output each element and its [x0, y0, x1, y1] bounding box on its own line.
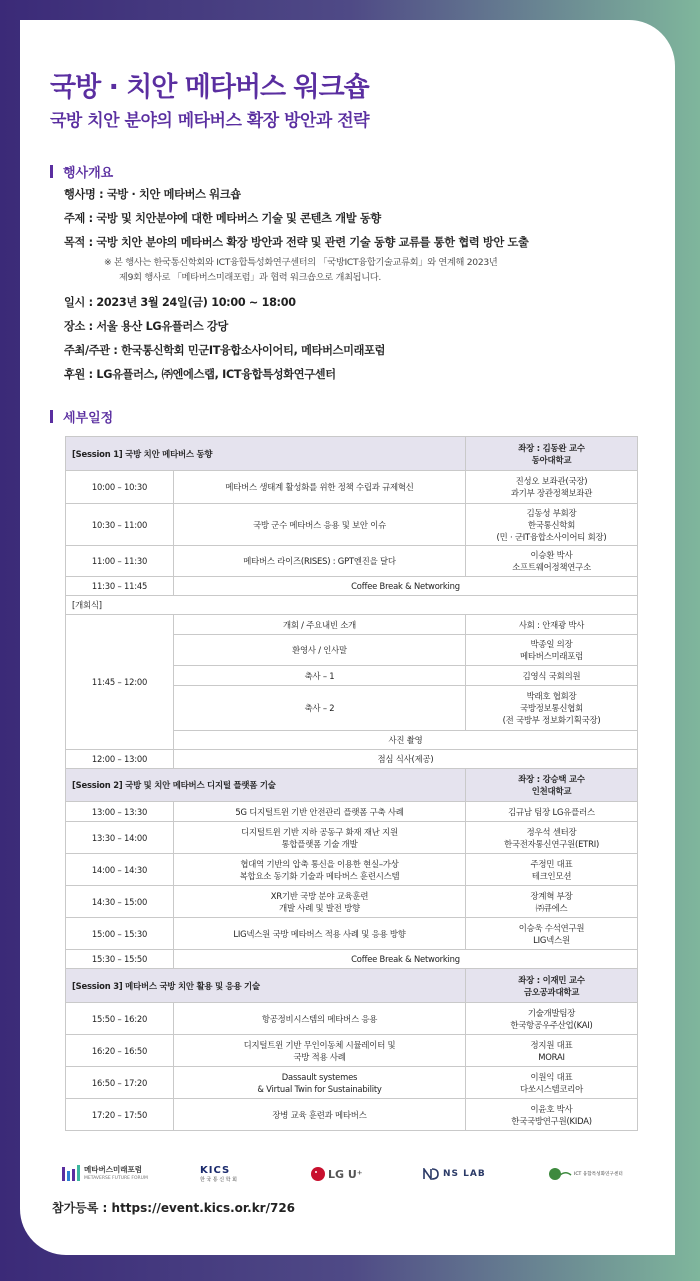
topic-line: 통합플랫폼 기술 개발	[281, 838, 358, 849]
speaker-cell	[466, 1067, 638, 1099]
event-date: 일시 : 2023년 3월 24일(금) 10:00 ~ 18:00	[64, 296, 296, 309]
overview-heading	[50, 162, 113, 181]
topic-cell: 메타버스 라이즈(RISES) : GPT엔진을 달다	[174, 546, 466, 577]
table-row	[66, 802, 638, 822]
session-2-row	[66, 769, 638, 802]
speaker-name: 주정민 대표	[530, 858, 573, 869]
ict-center-logo	[548, 1160, 623, 1188]
registration-link[interactable]: 참가등록 : https://event.kics.or.kr/726	[52, 1201, 296, 1215]
topic-line: 협대역 기반의 압축 통신을 이용한 현실–가상	[240, 858, 399, 869]
time-cell: 16:50 – 17:20	[66, 1067, 174, 1099]
schedule-table	[65, 436, 638, 1131]
ict-logo-text: ICT 융합특성화연구센터	[574, 1172, 623, 1177]
topic-cell: 축사 – 1	[174, 666, 466, 686]
speaker-affil: 과기부 장관정책보좌관	[510, 488, 593, 498]
nslab-mark-icon	[423, 1168, 439, 1180]
topic-cell: 축사 – 2	[174, 686, 466, 731]
session-1-row	[66, 437, 638, 471]
speaker-affil: 한국항공우주산업(KAI)	[510, 1019, 593, 1030]
event-note-1: ※ 본 행사는 한국통신학회와 ICT융합특성화연구센터의 「국방ICT융합기술교류회」와 연계해 2023년	[104, 257, 498, 268]
time-cell: 14:30 – 15:00	[66, 886, 174, 918]
event-purpose: 목적 : 국방 치안 분야의 메타버스 확장 방안과 전략 및 관련 기술 동향 교류를 통한 협력 방안 도출	[64, 236, 529, 249]
poster-card	[20, 20, 675, 1255]
topic-cell: 5G 디지털트윈 기반 안전관리 플랫폼 구축 사례	[174, 802, 466, 822]
speaker-cell	[466, 854, 638, 886]
time-cell: 10:30 – 11:00	[66, 504, 174, 546]
speaker-name: 김동성 부회장	[526, 507, 577, 518]
opening-label: [개회식]	[66, 596, 638, 615]
event-note-2: 제9회 행사로 「메타버스미래포럼」과 협력 워크숍으로 개최됩니다.	[119, 272, 381, 283]
topic-line: XR기반 국방 분야 교육훈련	[270, 890, 369, 901]
lg-logo-text: LG U⁺	[328, 1167, 363, 1181]
time-cell: 14:00 – 14:30	[66, 854, 174, 886]
speaker-name: 진성오 보좌관(국장)	[515, 476, 588, 486]
time-cell: 15:00 – 15:30	[66, 918, 174, 950]
table-row	[66, 1035, 638, 1067]
forum-mark-icon	[62, 1164, 80, 1184]
time-cell: 12:00 – 13:00	[66, 750, 174, 769]
speaker-cell	[466, 471, 638, 504]
topic-cell	[174, 1067, 466, 1099]
page-subtitle: 국방 치안 분야의 메타버스 확장 방안과 전략	[50, 111, 370, 131]
topic-line: 복합요소 동기화 기술과 메타버스 훈련시스템	[239, 870, 400, 881]
speaker-affil: 테크인모션	[531, 870, 572, 881]
table-row	[66, 918, 638, 950]
forum-logo-text: 메타버스미래포럼	[84, 1165, 142, 1174]
ict-leaf-icon	[548, 1167, 572, 1181]
session-title: [Session 2] 국방 및 치안 메타버스 디지털 플랫폼 기술	[66, 769, 466, 802]
chair-affil: 동아대학교	[531, 454, 572, 465]
schedule-heading-text: 세부일정	[63, 411, 114, 426]
time-cell: 11:45 – 12:00	[66, 615, 174, 750]
speaker-cell: 김영식 국회의원	[466, 666, 638, 686]
chair-affil: 인천대학교	[531, 786, 572, 796]
chair-name: 좌장 : 이재민 교수	[518, 974, 585, 985]
speaker-affil: 메타버스미래포럼	[519, 651, 584, 661]
time-cell: 13:30 – 14:00	[66, 822, 174, 854]
break-cell: Coffee Break & Networking	[174, 950, 638, 969]
lg-uplus-logo	[311, 1160, 363, 1188]
table-row	[66, 1067, 638, 1099]
session-title: [Session 1] 국방 치안 메타버스 동향	[66, 437, 466, 471]
topic-line: 디지털트윈 기반 무인이동체 시뮬레이터 및	[243, 1039, 396, 1050]
speaker-affil: LIG넥스원	[533, 934, 570, 945]
time-cell: 15:50 – 16:20	[66, 1003, 174, 1035]
time-cell: 10:00 – 10:30	[66, 471, 174, 504]
event-host: 주최/주관 : 한국통신학회 민군IT융합소사이어티, 메타버스미래포럼	[64, 344, 386, 357]
speaker-affil: (전 국방부 정보화기획국장)	[502, 715, 601, 725]
speaker-cell	[466, 635, 638, 666]
topic-cell	[174, 822, 466, 854]
speaker-name: 박래호 협회장	[526, 691, 577, 701]
topic-line: 디지털트윈 기반 지하 공동구 화재 재난 지원	[241, 826, 398, 837]
topic-line: & Virtual Twin for Sustainability	[257, 1083, 382, 1094]
topic-cell	[174, 886, 466, 918]
section-bar	[50, 410, 53, 423]
kics-logo-sub: 한 국 통 신 학 회	[200, 1176, 237, 1183]
speaker-cell	[466, 822, 638, 854]
table-row	[66, 854, 638, 886]
session-title: [Session 3] 메타버스 국방 치안 활용 및 응용 기술	[66, 969, 466, 1003]
speaker-cell	[466, 546, 638, 577]
table-row	[66, 615, 638, 635]
speaker-name: 박종일 의장	[530, 639, 573, 649]
overview-block	[64, 183, 529, 387]
topic-cell: LIG넥스원 국방 메타버스 적용 사례 및 응용 방향	[174, 918, 466, 950]
speaker-cell: 김규남 팀장 LG유플러스	[466, 802, 638, 822]
nslab-logo-text: NS LAB	[443, 1169, 486, 1179]
topic-cell: 장병 교육 훈련과 메타버스	[174, 1099, 466, 1131]
table-row	[66, 750, 638, 769]
table-row	[66, 546, 638, 577]
speaker-name: 이승욱 수석연구원	[518, 922, 585, 933]
table-row	[66, 950, 638, 969]
speaker-affil: 한국통신학회	[527, 519, 576, 530]
speaker-affil: 다쏘시스템코리아	[519, 1083, 584, 1094]
speaker-cell	[466, 504, 638, 546]
chair-name: 좌장 : 강승택 교수	[518, 774, 585, 784]
speaker-affil: 한국국방연구원(KIDA)	[511, 1115, 592, 1126]
event-name: 행사명 : 국방 · 치안 메타버스 워크숍	[64, 188, 241, 201]
table-row	[66, 577, 638, 596]
page-title: 국방 · 치안 메타버스 워크숍	[50, 72, 369, 103]
speaker-affil: 한국전자통신연구원(ETRI)	[503, 838, 600, 849]
opening-label-row	[66, 596, 638, 615]
session-3-row	[66, 969, 638, 1003]
time-cell: 15:30 – 15:50	[66, 950, 174, 969]
topic-cell: 환영사 / 인사말	[174, 635, 466, 666]
time-cell: 16:20 – 16:50	[66, 1035, 174, 1067]
topic-cell: 국방 군수 메타버스 응용 및 보안 이슈	[174, 504, 466, 546]
topic-line: Dassault systemes	[281, 1071, 358, 1082]
speaker-affil: MORAI	[538, 1051, 565, 1062]
table-row	[66, 822, 638, 854]
table-row	[66, 886, 638, 918]
kics-logo-text: KICS	[200, 1164, 231, 1176]
speaker-cell	[466, 886, 638, 918]
speaker-cell	[466, 918, 638, 950]
topic-cell	[174, 854, 466, 886]
table-row	[66, 504, 638, 546]
section-bar	[50, 165, 53, 178]
forum-logo-sub: METAVERSE FUTURE FORUM	[84, 1176, 148, 1181]
break-cell: Coffee Break & Networking	[174, 577, 638, 596]
time-cell: 17:20 – 17:50	[66, 1099, 174, 1131]
session-chair	[466, 969, 638, 1003]
nslab-logo	[423, 1160, 486, 1188]
speaker-affil: 국방정보통신협회	[519, 703, 584, 713]
event-sponsor: 후원 : LG유플러스, ㈜엔에스랩, ICT융합특성화연구센터	[64, 368, 336, 381]
overview-heading-text: 행사개요	[63, 166, 114, 181]
topic-cell: 메타버스 생태계 활성화를 위한 정책 수립과 규제혁신	[174, 471, 466, 504]
table-row	[66, 471, 638, 504]
speaker-name: 정지원 대표	[530, 1039, 573, 1050]
lunch-cell: 점심 식사(제공)	[174, 750, 638, 769]
schedule-heading	[50, 407, 113, 426]
table-row	[66, 1003, 638, 1035]
metaverse-forum-logo	[62, 1160, 148, 1188]
event-venue: 장소 : 서울 용산 LG유플러스 강당	[64, 320, 228, 333]
speaker-name: 장계혁 부장	[530, 890, 573, 901]
table-row	[66, 1099, 638, 1131]
topic-line: 국방 적용 사례	[293, 1051, 346, 1062]
chair-name: 좌장 : 김동완 교수	[518, 442, 585, 453]
kics-logo	[200, 1160, 237, 1188]
speaker-name: 정우석 센터장	[526, 826, 577, 837]
time-cell: 13:00 – 13:30	[66, 802, 174, 822]
speaker-name: 이윤호 박사	[530, 1103, 573, 1114]
event-theme: 주제 : 국방 및 치안분야에 대한 메타버스 기술 및 콘텐츠 개발 동향	[64, 212, 381, 225]
speaker-cell	[466, 1099, 638, 1131]
speaker-cell: 사회 : 안재광 박사	[466, 615, 638, 635]
topic-cell	[174, 1035, 466, 1067]
topic-cell: 개회 / 주요내빈 소개	[174, 615, 466, 635]
session-chair	[466, 769, 638, 802]
speaker-affil: (민 · 군IT융합소사이어티 회장)	[496, 531, 607, 542]
topic-cell: 항공정비시스템의 메타버스 응용	[174, 1003, 466, 1035]
time-cell: 11:30 – 11:45	[66, 577, 174, 596]
speaker-cell	[466, 686, 638, 731]
lg-face-icon	[311, 1167, 325, 1181]
time-cell: 11:00 – 11:30	[66, 546, 174, 577]
speaker-name: 기술개발팀장	[527, 1007, 576, 1018]
topic-cell: 사진 촬영	[174, 731, 638, 750]
session-chair	[466, 437, 638, 471]
speaker-cell	[466, 1035, 638, 1067]
chair-affil: 금오공과대학교	[523, 986, 580, 997]
speaker-name: 이원익 대표	[530, 1071, 573, 1082]
speaker-affil: ㈜큐에스	[535, 902, 568, 913]
speaker-affil: 소프트웨어정책연구소	[512, 562, 591, 572]
speaker-cell	[466, 1003, 638, 1035]
topic-line: 개발 사례 및 발전 방향	[279, 902, 360, 913]
speaker-name: 이승환 박사	[530, 550, 573, 560]
